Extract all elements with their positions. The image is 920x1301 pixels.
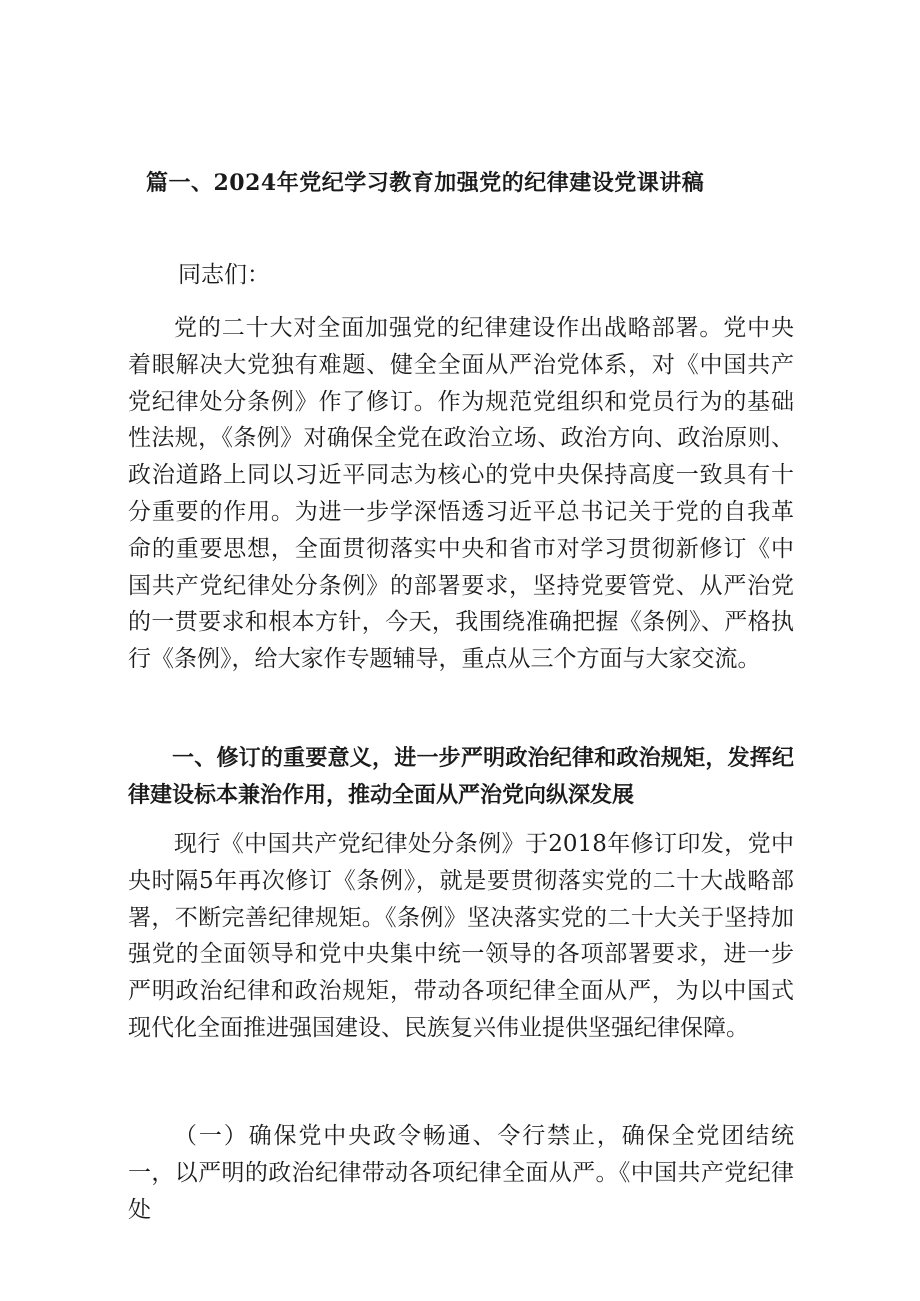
paragraph-1-block	[128, 310, 794, 678]
section-heading-1-block	[128, 740, 794, 814]
document-title: 篇一、2024年党纪学习教育加强党的纪律建设党课讲稿	[146, 170, 705, 196]
paragraph-3-block	[128, 1118, 794, 1228]
greeting: 同志们：	[178, 262, 270, 288]
paragraph-3: （一）确保党中央政令畅通、令行禁止，确保全党团结统一，以严明的政治纪律带动各项纪律全面从严。《中国共产党纪律处	[128, 1123, 794, 1223]
paragraph-2: 现行《中国共产党纪律处分条例》于2018年修订印发，党中央时隔5年再次修订《条例》，就是要贯彻落实党的二十大战略部署，不断完善纪律规矩。《条例》坚决落实党的二十大关于坚持加强党的全面领导和党中央集中统一领导的各项部署要求，进一步严明政治纪律和政治规矩，带动各项纪律全面从严，为以中国式现代化全面推进强国建设、民族复兴伟业提供坚强纪律保障。	[128, 831, 794, 1041]
paragraph-1: 党的二十大对全面加强党的纪律建设作出战略部署。党中央着眼解决大党独有难题、健全全面从严治党体系，对《中国共产党纪律处分条例》作了修订。作为规范党组织和党员行为的基础性法规，《条例》对确保全党在政治立场、政治方向、政治原则、政治道路上同以习近平同志为核心的党中央保持高度一致具有十分重要的作用。为进一步学深悟透习近平总书记关于党的自我革命的重要思想，全面贯彻落实中央和省市对学习贯彻新修订《中国共产党纪律处分条例》的部署要求，坚持党要管党、从严治党的一贯要求和根本方针，今天，我围绕准确把握《条例》、严格执行《条例》，给大家作专题辅导，重点从三个方面与大家交流。	[128, 315, 794, 673]
section-heading-1: 一、修订的重要意义，进一步严明政治纪律和政治规矩，发挥纪律建设标本兼治作用，推动全面从严治党向纵深发展	[128, 746, 794, 808]
paragraph-2-block	[128, 826, 794, 1047]
